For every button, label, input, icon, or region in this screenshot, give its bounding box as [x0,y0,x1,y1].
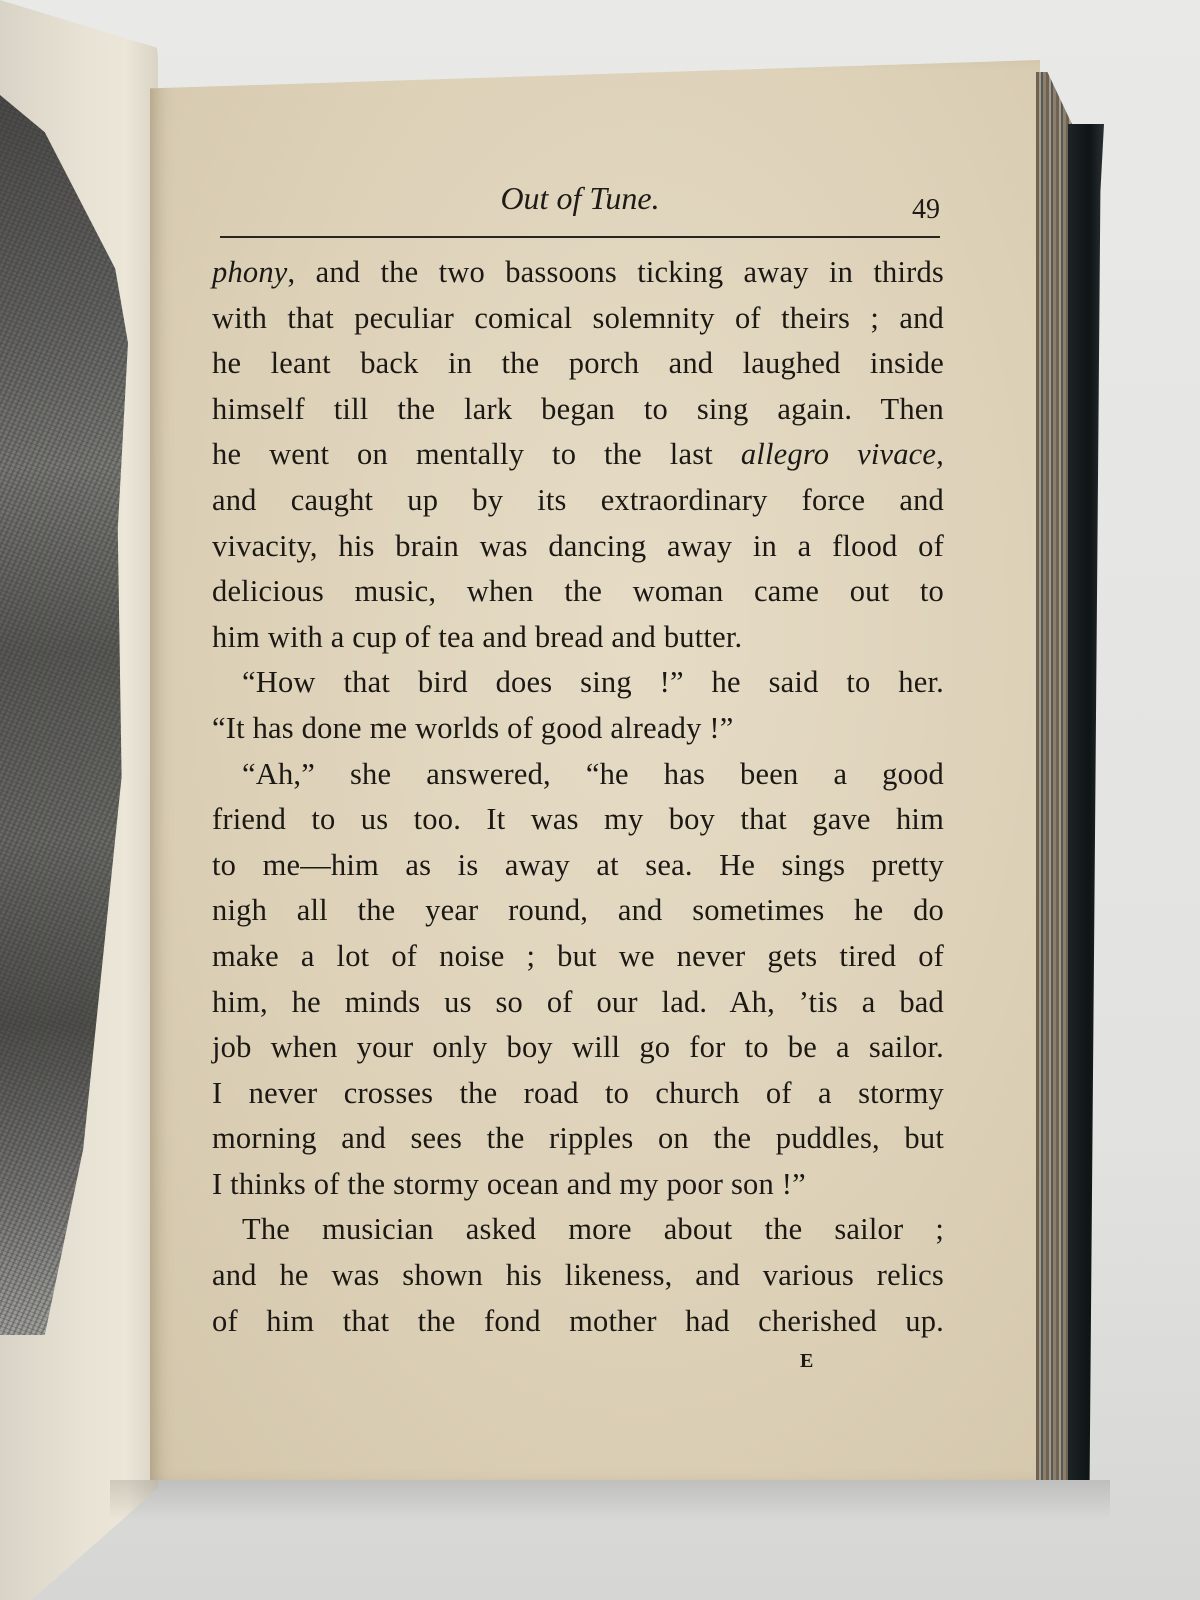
page-number: 49 [912,194,940,225]
text-line: job when your only boy will go for to be a sailor. [212,1030,944,1065]
engraving-illustration [0,95,128,1335]
text-line: him with a cup of tea and bread and butter. [212,619,743,654]
text-line: friend to us too. It was my boy that gave him [212,802,944,837]
header-rule [220,236,940,238]
text-line: I never crosses the road to church of a stormy [212,1075,944,1110]
text-line: “Ah,” she answered, “he has been a good [242,756,944,791]
text-line: with that peculiar comical solemnity of theirs ; and [212,300,944,335]
book-shadow [110,1480,1110,1520]
text-line: morning and sees the ripples on the puddles, but [212,1121,944,1156]
text-line: to me—him as is away at sea. He sings pretty [212,847,944,882]
text-line: make a lot of noise ; but we never gets tired of [212,938,944,973]
text-line: of him that the fond mother had cherished up. [212,1303,944,1338]
body-text [212,250,944,1344]
text-line: him, he minds us so of our lad. Ah, ’tis a bad [212,984,944,1019]
text-line: vivacity, his brain was dancing away in a flood of [212,528,944,563]
book-cover-edge [1068,124,1104,1480]
text-line: and caught up by its extraordinary force and [212,482,944,517]
running-head [220,180,940,236]
text-line: delicious music, when the woman came out to [212,574,944,609]
italic-phrase: allegro vivace, [740,437,944,472]
signature-mark: E [800,1350,814,1372]
text-line: he leant back in the porch and laughed inside [212,346,944,381]
left-facing-page [0,0,158,1600]
text-line: phony, and the two bassoons ticking away in thirds [212,255,944,289]
text-line: “It has done me worlds of good already !” [212,710,734,745]
text-line: nigh all the year round, and sometimes he do [212,893,944,928]
running-title: Out of Tune. [500,180,660,216]
italic-word: phony [212,255,288,289]
text-line: The musician asked more about the sailor ; [242,1212,944,1247]
text-line: and he was shown his likeness, and various relics [212,1258,944,1293]
text-line: I thinks of the stormy ocean and my poor son !” [212,1166,806,1201]
text-line: he went on mentally to the last allegro vivace, [212,437,944,472]
text-line: himself till the lark began to sing again. Then [212,391,944,426]
text-line: “How that bird does sing !” he said to her. [242,665,944,700]
